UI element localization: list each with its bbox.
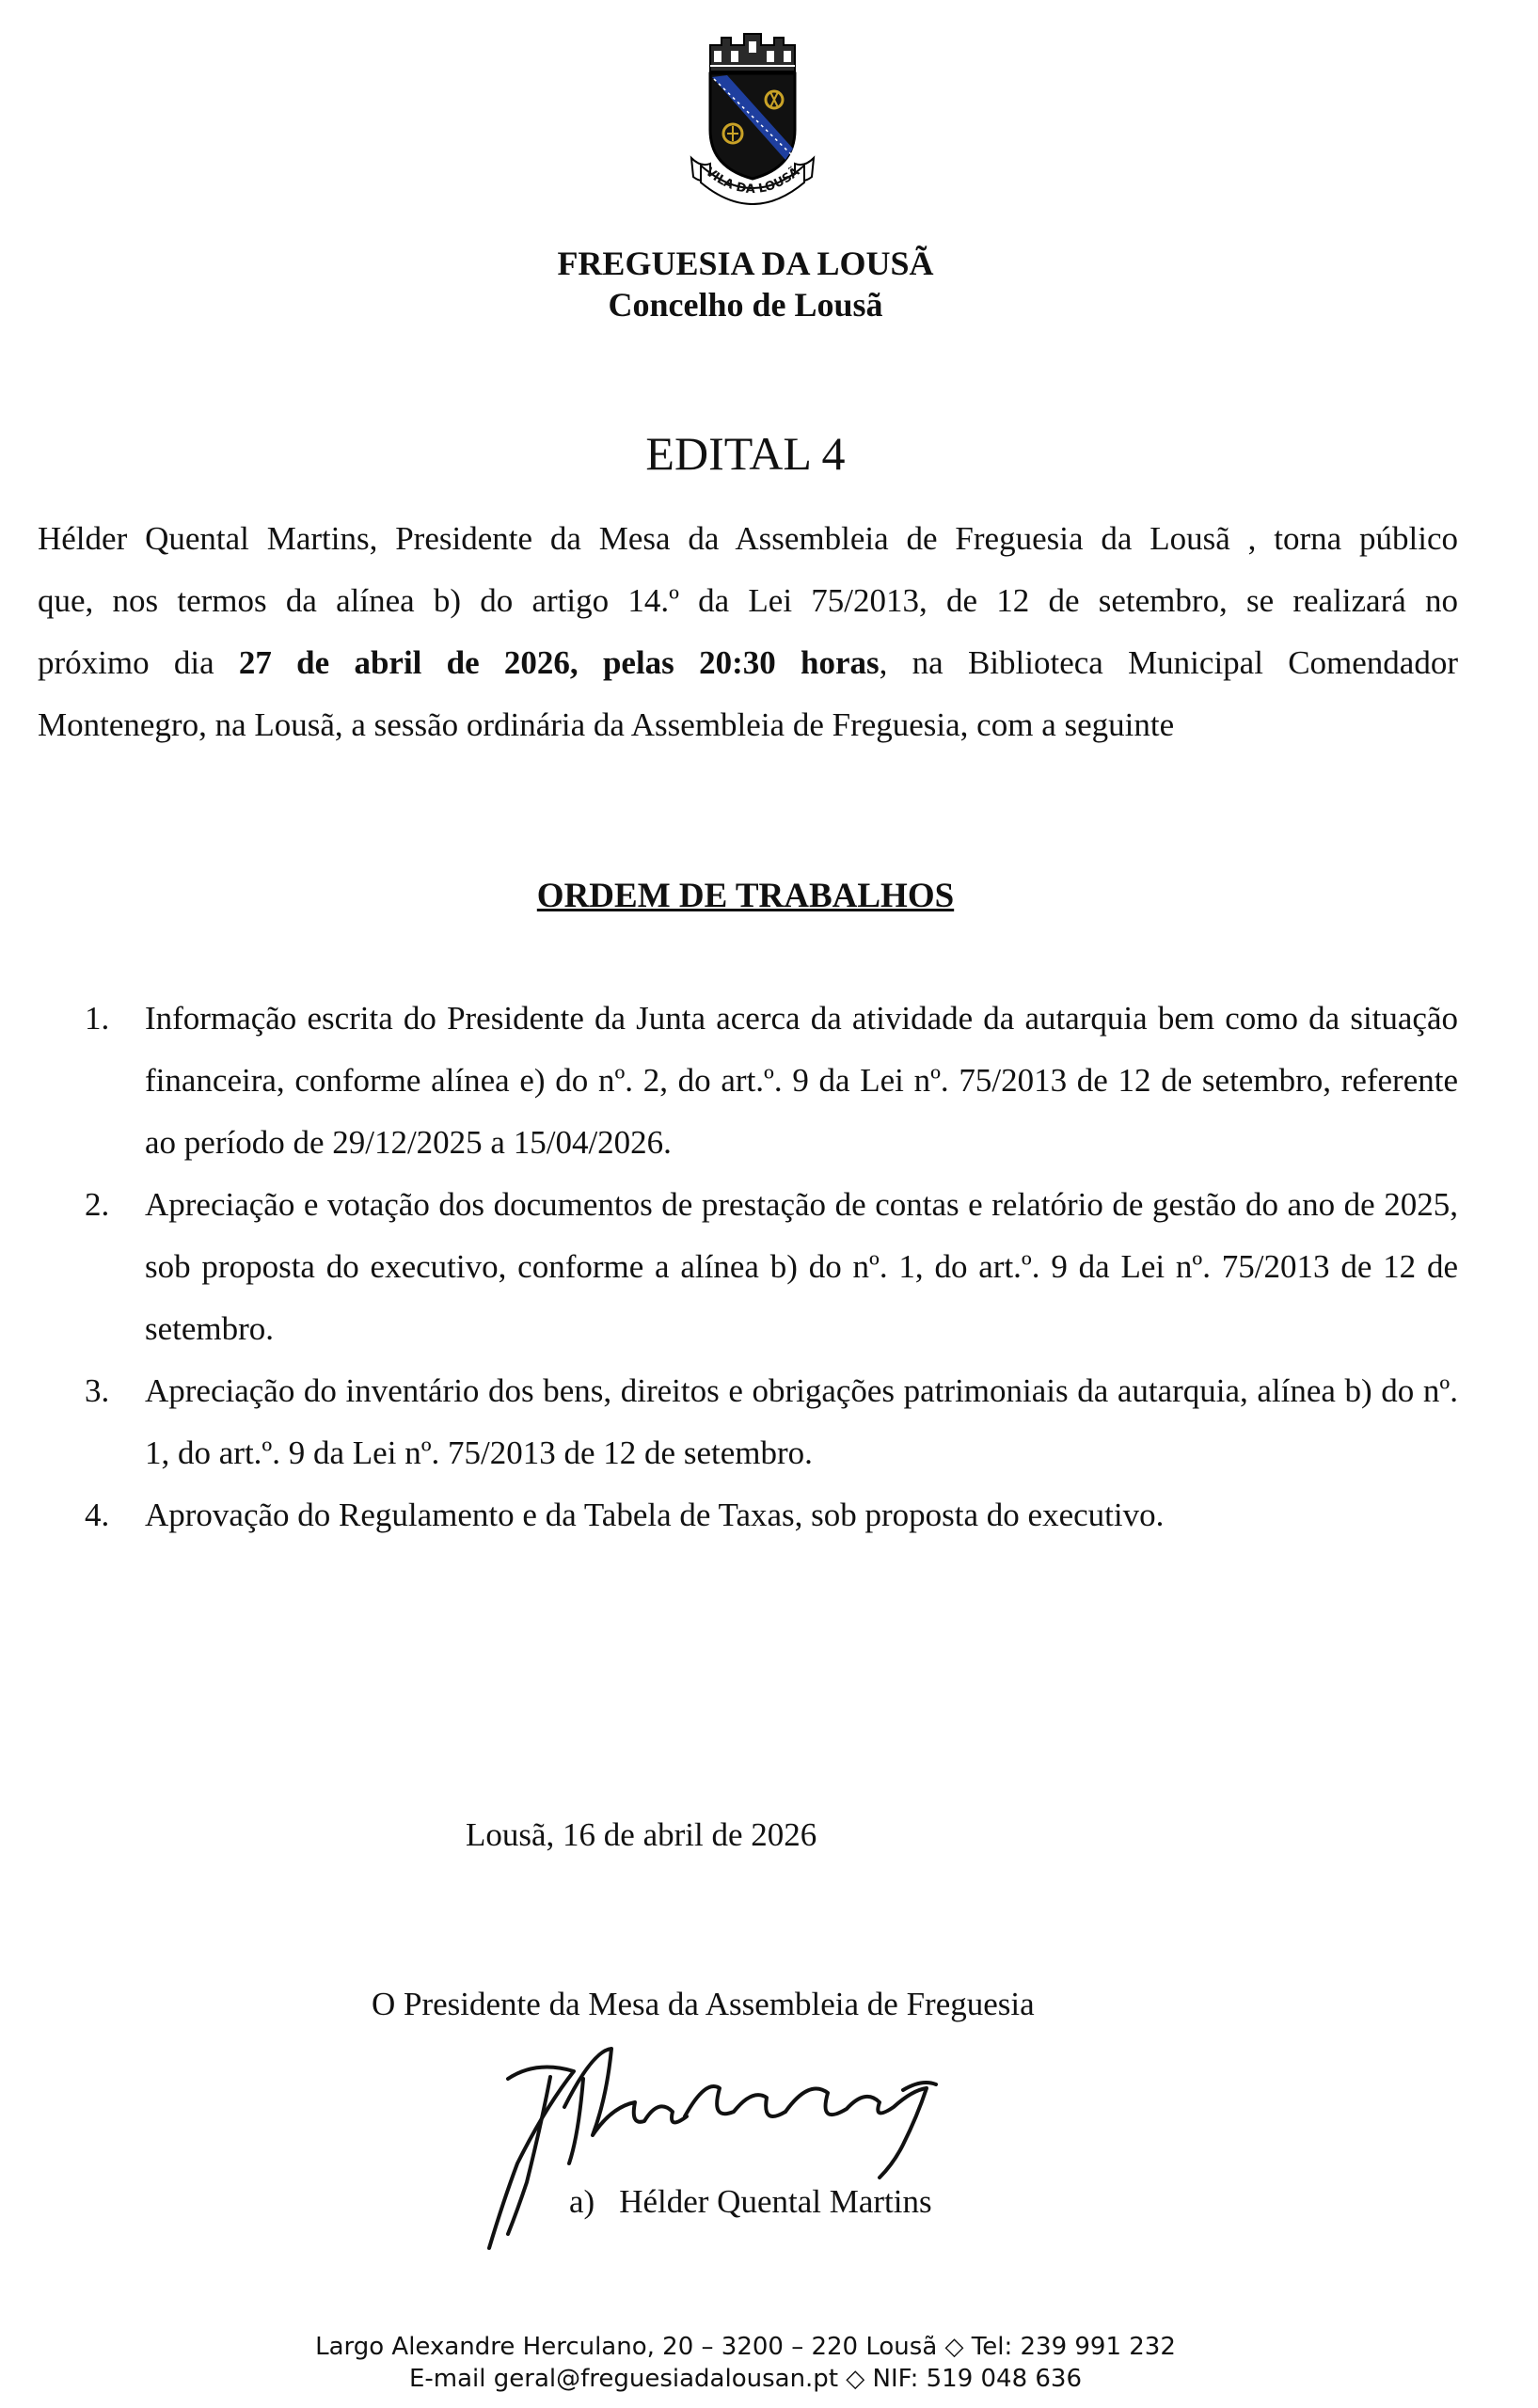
- coat-of-arms-logo: [673, 17, 832, 205]
- footer-address: Largo Alexandre Herculano, 20 – 3200 – 220 Lousã ◇ Tel: 239 991 232: [315, 2333, 1176, 2361]
- agenda-title: ORDEM DE TRABALHOS: [536, 877, 955, 915]
- agenda-item-text: Apreciação e votação dos documentos de prestação de contas e relatório de gestão do ano de 2025, sob proposta do executivo, conforme a alínea b) do nº. 1, do art.º. 9 da Lei nº. 75/2013 de 12 de setembro.: [145, 1186, 1458, 1347]
- meeting-date-time: 27 de abril de 2026, pelas 20:30 horas: [238, 644, 880, 681]
- intro-line: Montenegro, na Lousã, a sessão ordinária da Assembleia de Freguesia, com a seguinte: [38, 706, 1175, 743]
- signer-line: [569, 2180, 932, 2224]
- crest-banner-text: VILA DA LOUSÃ: [702, 165, 803, 198]
- signer-name: Hélder Quental Martins: [619, 2183, 932, 2220]
- place-and-date: Lousã, 16 de abril de 2026: [466, 1816, 817, 1853]
- agenda-item: [75, 1360, 1458, 1484]
- footer-contact: E-mail geral@freguesiadalousan.pt ◇ NIF: 519 048 636: [408, 2365, 1083, 2393]
- edital-title: EDITAL 4: [645, 427, 846, 480]
- intro-line: que, nos termos da alínea b) do artigo 14.º da Lei 75/2013, de 12 de setembro, se realizará no: [38, 582, 1458, 619]
- municipality-name: Concelho de Lousã: [608, 286, 883, 324]
- intro-line-prefix: próximo dia: [38, 644, 239, 681]
- intro-line: Hélder Quental Martins, Presidente da Mesa da Assembleia de Freguesia da Lousã , torna público: [38, 520, 1458, 557]
- organization-name: FREGUESIA DA LOUSÃ: [557, 245, 934, 282]
- signatory-title: O Presidente da Mesa da Assembleia de Freguesia: [372, 1986, 1035, 2022]
- agenda-item: [75, 988, 1458, 1174]
- intro-paragraph: [38, 508, 1458, 756]
- agenda-item-number: 2.: [85, 1186, 110, 1223]
- agenda-item-number: 4.: [85, 1497, 110, 1533]
- agenda-item: [75, 1174, 1458, 1360]
- intro-line-suffix: , na Biblioteca Municipal Comendador: [879, 644, 1458, 681]
- agenda-list: [75, 988, 1458, 1546]
- intro-line: [38, 632, 1458, 694]
- agenda-item-text: Aprovação do Regulamento e da Tabela de Taxas, sob proposta do executivo.: [145, 1497, 1165, 1533]
- agenda-item-number: 1.: [85, 1000, 110, 1037]
- agenda-item-text: Informação escrita do Presidente da Junta acerca da atividade da autarquia bem como da situação financeira, conforme alínea e) do nº. 2, do art.º. 9 da Lei nº. 75/2013 de 12 de setembro, referente ao período de 29/12/2025 a 15/04/2026.: [145, 1000, 1458, 1161]
- agenda-item-number: 3.: [85, 1372, 110, 1409]
- agenda-item-text: Apreciação do inventário dos bens, direitos e obrigações patrimoniais da autarquia, alínea b) do nº. 1, do art.º. 9 da Lei nº. 75/2013 de 12 de setembro.: [145, 1372, 1458, 1471]
- agenda-item: [75, 1484, 1458, 1546]
- signer-prefix: a): [569, 2183, 595, 2220]
